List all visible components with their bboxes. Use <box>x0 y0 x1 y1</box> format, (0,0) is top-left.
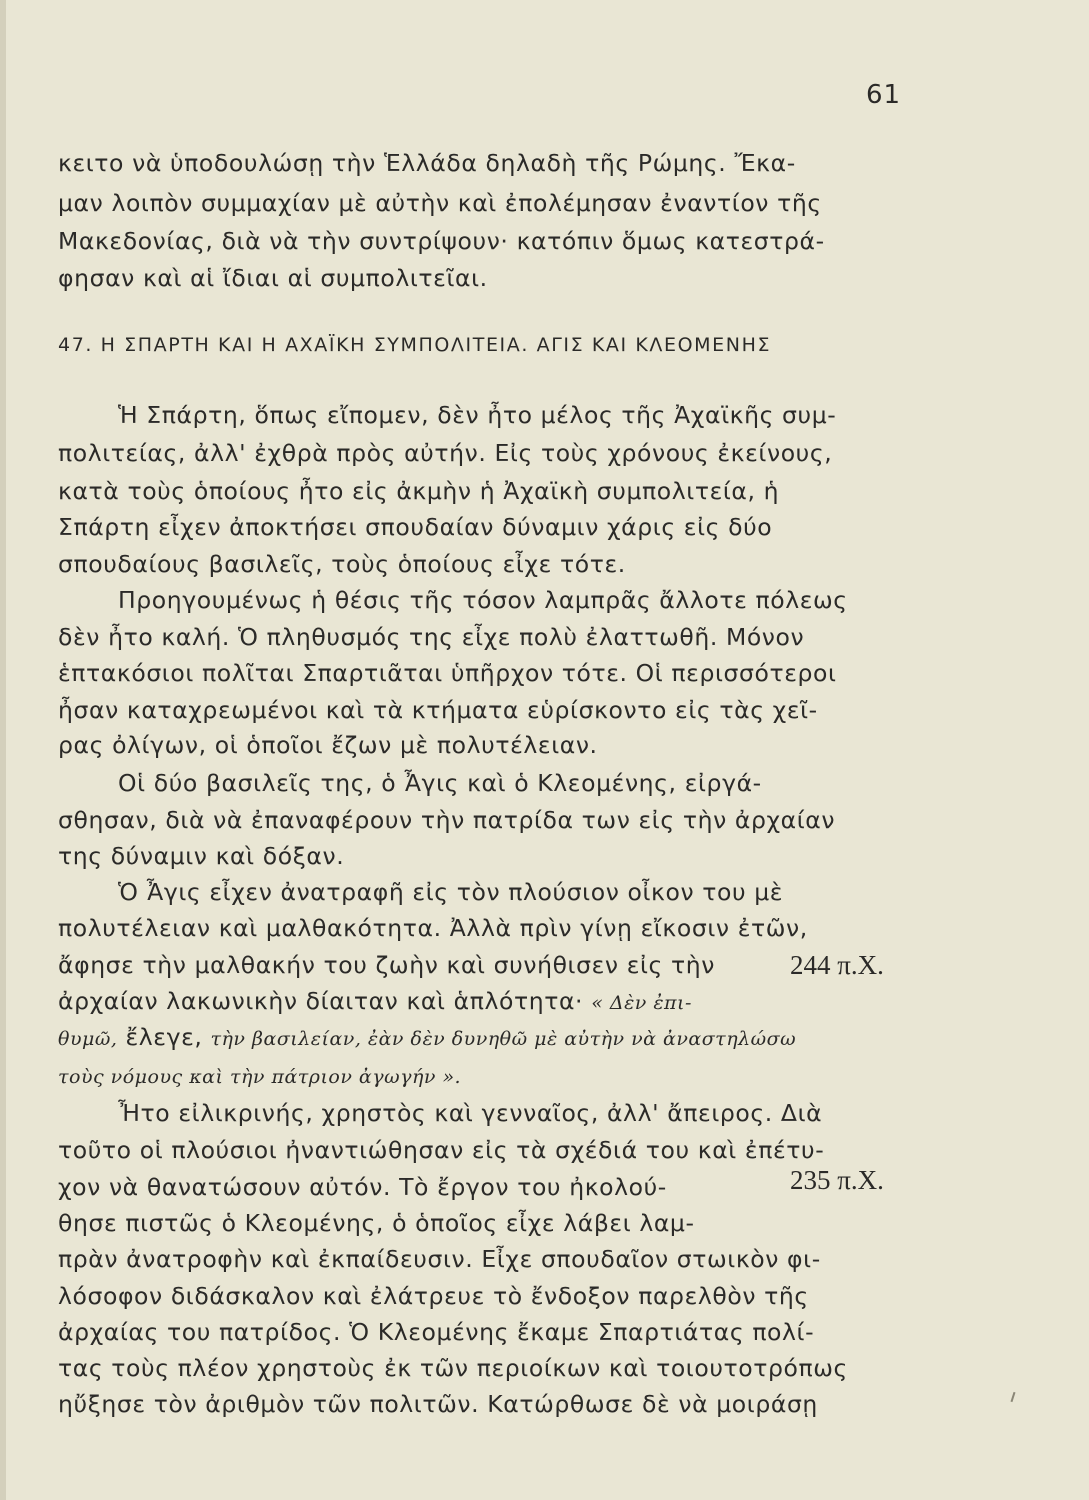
text-line <box>58 986 692 1018</box>
text-line: ἄφησε τὴν μαλθακήν του ζωὴν καὶ συνήθισεν εἰς τὴν <box>58 951 715 979</box>
text-line: Μακεδονίας, διὰ νὰ τὴν συντρίψουν· κατόπιν ὅμως κατεστρά- <box>58 227 825 255</box>
text-line: της δύναμιν καὶ δόξαν. <box>58 842 345 870</box>
quote-word: θυμῶ, <box>58 1028 118 1050</box>
text-line: Ἦτο εἰλικρινής, χρηστὸς καὶ γενναῖος, ἀλλ' ἄπειρος. Διὰ <box>118 1099 823 1127</box>
text-line: ἀρχαίας του πατρίδος. Ὁ Κλεομένης ἔκαμε Σπαρτιάτας πολί- <box>58 1318 815 1346</box>
quote-line <box>58 1022 796 1054</box>
text-line: σπουδαίους βασιλεῖς, τοὺς ὁποίους εἶχε τότε. <box>58 550 626 578</box>
text-line: κατὰ τοὺς ὁποίους ἦτο εἰς ἀκμὴν ἡ Ἀχαϊκὴ συμπολιτεία, ἡ <box>58 477 780 505</box>
text-line: πολυτέλειαν καὶ μαλθακότητα. Ἀλλὰ πρὶν γίνῃ εἴκοσιν ἐτῶν, <box>58 914 808 942</box>
text-line: λόσοφον διδάσκαλον καὶ ἐλάτρευε τὸ ἔνδοξον παρελθὸν τῆς <box>58 1282 809 1310</box>
text-line: μαν λοιπὸν συμμαχίαν μὲ αὐτὴν καὶ ἐπολέμησαν ἐναντίον τῆς <box>58 189 822 217</box>
text-line: Ἡ Σπάρτη, ὅπως εἴπομεν, δὲν ἦτο μέλος τῆς Ἀχαϊκῆς συμ- <box>118 401 837 429</box>
page-edge <box>0 0 6 1500</box>
text-line: ηὔξησε τὸν ἀριθμὸν τῶν πολιτῶν. Κατώρθωσε δὲ νὰ μοιράσῃ <box>58 1390 818 1418</box>
quote-attribution: ἔλεγε, <box>125 1023 203 1051</box>
text-line: Οἱ δύο βασιλεῖς της, ὁ Ἆγις καὶ ὁ Κλεομένης, εἰργά- <box>118 769 762 797</box>
text-line: ἦσαν καταχρεωμένοι καὶ τὰ κτήματα εὑρίσκοντο εἰς τὰς χεῖ- <box>58 696 818 724</box>
text-line: χον νὰ θανατώσουν αὐτόν. Τὸ ἔργον του ἠκολού- <box>58 1173 667 1201</box>
text-line: ἑπτακόσιοι πολῖται Σπαρτιᾶται ὑπῆρχον τότε. Οἱ περισσότεροι <box>58 659 837 687</box>
quote-text: τὴν βασιλείαν, ἐὰν δὲν δυνηθῶ μὲ αὐτὴν νὰ ἀναστηλώσω <box>210 1028 797 1050</box>
quote-line: τοὺς νόμους καὶ τὴν πάτριον ἀγωγήν ». <box>58 1066 462 1088</box>
text-line: Σπάρτη εἶχεν ἀποκτήσει σπουδαίαν δύναμιν χάρις εἰς δύο <box>58 513 773 541</box>
text-line: Ὁ Ἆγις εἶχεν ἀνατραφῆ εἰς τὸν πλούσιον οἶκον του μὲ <box>118 878 784 906</box>
text-line: πολιτείας, ἀλλ' ἐχθρὰ πρὸς αὐτήν. Εἰς τοὺς χρόνους ἐκείνους, <box>58 439 833 467</box>
text-line: θησε πιστῶς ὁ Κλεομένης, ὁ ὁποῖος εἶχε λάβει λαμ- <box>58 1209 695 1237</box>
text-run: ἀρχαίαν λακωνικὴν δίαιταν καὶ ἁπλότητα· <box>58 987 584 1015</box>
text-line: τας τοὺς πλέον χρηστοὺς ἐκ τῶν περιοίκων καὶ τοιουτοτρόπως <box>58 1354 848 1382</box>
page-number: 61 <box>866 80 902 110</box>
text-line: πρὰν ἀνατροφὴν καὶ ἐκπαίδευσιν. Εἶχε σπουδαῖον στωικὸν φι- <box>58 1245 821 1273</box>
text-line: ρας ὀλίγων, οἱ ὁποῖοι ἔζων μὲ πολυτέλειαν. <box>58 731 598 759</box>
quote-start: « Δὲν ἐπι- <box>591 992 692 1014</box>
text-line: κειτο νὰ ὑποδουλώσῃ τὴν Ἑλλάδα δηλαδὴ τῆς Ρώμης. Ἔκα- <box>58 149 796 177</box>
text-line: τοῦτο οἱ πλούσιοι ἠναντιώθησαν εἰς τὰ σχέδιά του καὶ ἐπέτυ- <box>58 1136 825 1164</box>
margin-date-note: 235 π.Χ. <box>790 1165 884 1195</box>
text-line: σθησαν, διὰ νὰ ἐπαναφέρουν τὴν πατρίδα των εἰς τὴν ἀρχαίαν <box>58 806 836 834</box>
pencil-mark <box>1011 1392 1016 1402</box>
text-line: φησαν καὶ αἱ ἴδιαι αἱ συμπολιτεῖαι. <box>58 264 488 292</box>
margin-date-note: 244 π.Χ. <box>790 950 884 980</box>
text-line: δὲν ἦτο καλή. Ὁ πληθυσμός της εἶχε πολὺ ἐλαττωθῆ. Μόνον <box>58 623 805 651</box>
section-heading: 47. Η ΣΠΑΡΤΗ ΚΑΙ Η ΑΧΑΪΚΗ ΣΥΜΠΟΛΙΤΕΙΑ. ΑΓΙΣ ΚΑΙ ΚΛΕΟΜΕΝΗΣ <box>58 334 772 356</box>
text-line: Προηγουμένως ἡ θέσις τῆς τόσον λαμπρᾶς ἄλλοτε πόλεως <box>118 586 848 614</box>
